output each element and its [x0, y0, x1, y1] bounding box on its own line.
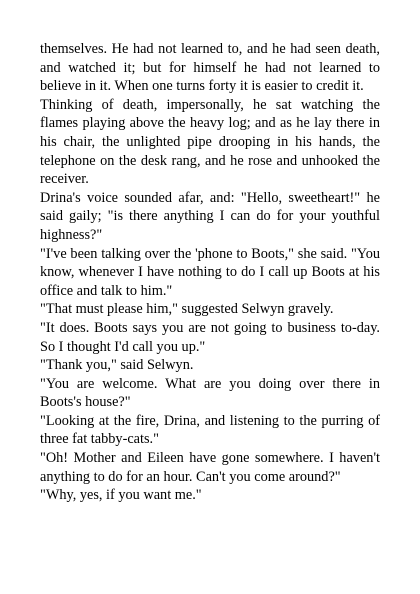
paragraph-10: "Oh! Mother and Eileen have gone somewhere. I haven't anything to do for an hour. Can't you come around?"	[40, 450, 380, 485]
paragraph-7: "Thank you," said Selwyn.	[40, 357, 194, 374]
paragraph-8: "You are welcome. What are you doing over there in Boots's house?"	[40, 375, 380, 411]
paragraph-6: "It does. Boots says you are not going to business to-day. So I thought I'd call you up."	[40, 319, 380, 355]
paragraph-2: Thinking of death, impersonally, he sat watching the flames playing above the heavy log; and as he lay there in his chair, the unlighted pipe drooping in his hands, the telephone on the desk rang, and he rose and unhooked the receiver.	[40, 96, 380, 188]
paragraph-9: "Looking at the fire, Drina, and listening to the purring of three fat tabby-cats."	[40, 412, 380, 448]
paragraph-4: "I've been talking over the 'phone to Boots," she said. "You know, whenever I have nothing to do I call up Boots at his office and talk to him."	[40, 245, 380, 299]
paragraph-5: "That must please him," suggested Selwyn gravely.	[40, 301, 334, 318]
paragraph-1: themselves. He had not learned to, and he had seen death, and watched it; but for himself he had not learned to believe in it. When one turns forty it is easier to credit it.	[40, 41, 380, 95]
paragraph-11: "Why, yes, if you want me."	[40, 487, 202, 504]
paragraph-3: Drina's voice sounded afar, and: "Hello, sweetheart!" he said gaily; "is there anything I can do for your youthful highness?"	[40, 189, 380, 243]
